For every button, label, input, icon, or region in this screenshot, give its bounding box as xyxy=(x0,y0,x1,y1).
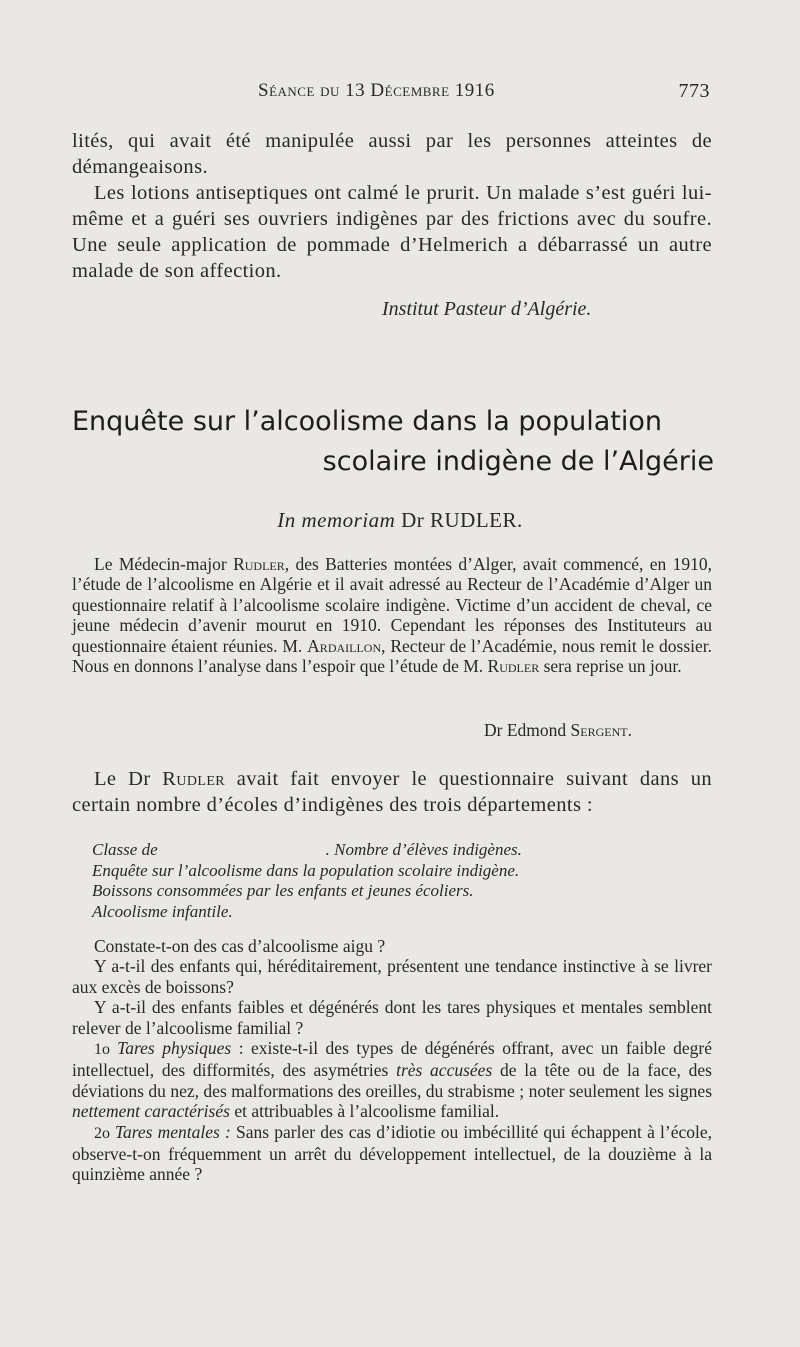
question-2: Y a-t-il des enfants qui, héréditairement, présentent une tendance instinctive à se livrer aux excès de boissons? xyxy=(72,956,712,997)
question-4: 1o Tares physiques : existe-t-il des types de dégénérés offrant, avec un faible degré intellectuel, des difformités, des asymétries très accusées de la tête ou de la face, des déviations du nez, des malformations des oreilles, du strabisme ; noter seulement les signes nettement caractérisés et attribuables à l’alcoolisme familial. xyxy=(72,1038,713,1122)
continuation-paragraph-2: Les lotions antiseptiques ont calmé le prurit. Un malade s’est guéri lui-même et a guéri ses ouvriers indigènes par des frictions avec du soufre. Une seule application de pommade d’Helmerich a débarrassé un autre malade de son affection. xyxy=(72,182,712,282)
memoriam-name: Dr RUDLER. xyxy=(401,508,523,532)
question-5: 2o Tares mentales : Sans parler des cas d’idiotie ou imbécillité qui échappent à l’école, observe-t-on fréquemment un arrêt du développement intellectuel, de la douzième à la quinzième année ? xyxy=(72,1121,712,1185)
running-head xyxy=(258,80,710,102)
form-row-enquete: Enquête sur l’alcoolisme dans la population scolaire indigène. xyxy=(92,860,520,880)
author-name: Rudler xyxy=(162,768,226,790)
memoriam-italic: In memoriam xyxy=(277,508,396,532)
intro-signature: Dr Edmond Sergent. xyxy=(484,720,632,740)
form-row-boissons: Boissons consommées par les enfants et jeunes écoliers. xyxy=(92,881,474,900)
article-title xyxy=(72,402,714,482)
article-title-line-1: Enquête sur l’alcoolisme dans la population xyxy=(72,406,663,437)
question-5-heading: Tares mentales : xyxy=(114,1121,231,1142)
author-name: Rudler xyxy=(487,656,540,677)
continuation-paragraph-1: lités, qui avait été manipulée aussi par les personnes atteintes de démangeaisons. xyxy=(72,130,712,178)
institution-signature: Institut Pasteur d’Algérie. xyxy=(382,298,592,320)
question-3: Y a-t-il des enfants faibles et dégénérés dont les tares physiques et mentales semblent relever de l’alcoolisme familial ? xyxy=(72,997,712,1038)
questions xyxy=(72,936,712,1185)
page-number: 773 xyxy=(678,80,710,102)
questionnaire-form xyxy=(92,840,522,922)
question-4-heading: Tares physiques xyxy=(117,1038,232,1059)
continuation-text xyxy=(72,128,712,284)
main-paragraph: Le Dr Rudler avait fait envoyer le questionnaire suivant dans un certain nombre d’écoles d’indigènes des trois départements : xyxy=(72,768,712,816)
article-title-line-2: scolaire indigène de l’Algérie xyxy=(322,446,714,477)
rector-name: Ardaillon xyxy=(307,635,382,656)
intro-paragraph: Le Médecin-major Rudler, des Batteries montées d’Alger, avait commencé, en 1910, l’étude de l’alcoolisme en Algérie et il avait adressé au Recteur de l’Académie d’Alger un questionnaire relatif à l’alcoolisme scolaire indigène. Victime d’un accident de cheval, ce jeune médecin d’avenir mourut en 1910. Cependant les réponses des Instituteurs au questionnaire étaient réunies. M. Ardaillon, Recteur de l’Académie, nous remit le dossier. Nous en donnons l’analyse dans l’espoir que l’étude de M. Rudler sera reprise un jour. xyxy=(72,554,713,677)
memoriam-line xyxy=(0,508,800,533)
question-1: Constate-t-on des cas d’alcoolisme aigu ? xyxy=(94,936,386,956)
form-row-alcoolisme: Alcoolisme infantile. xyxy=(92,901,233,921)
running-title: Séance du 13 Décembre 1916 xyxy=(258,80,495,101)
form-row-classe: Classe de . Nombre d’élèves indigènes. xyxy=(92,840,522,859)
author-name: Rudler xyxy=(233,554,285,574)
intro-note xyxy=(72,554,712,676)
